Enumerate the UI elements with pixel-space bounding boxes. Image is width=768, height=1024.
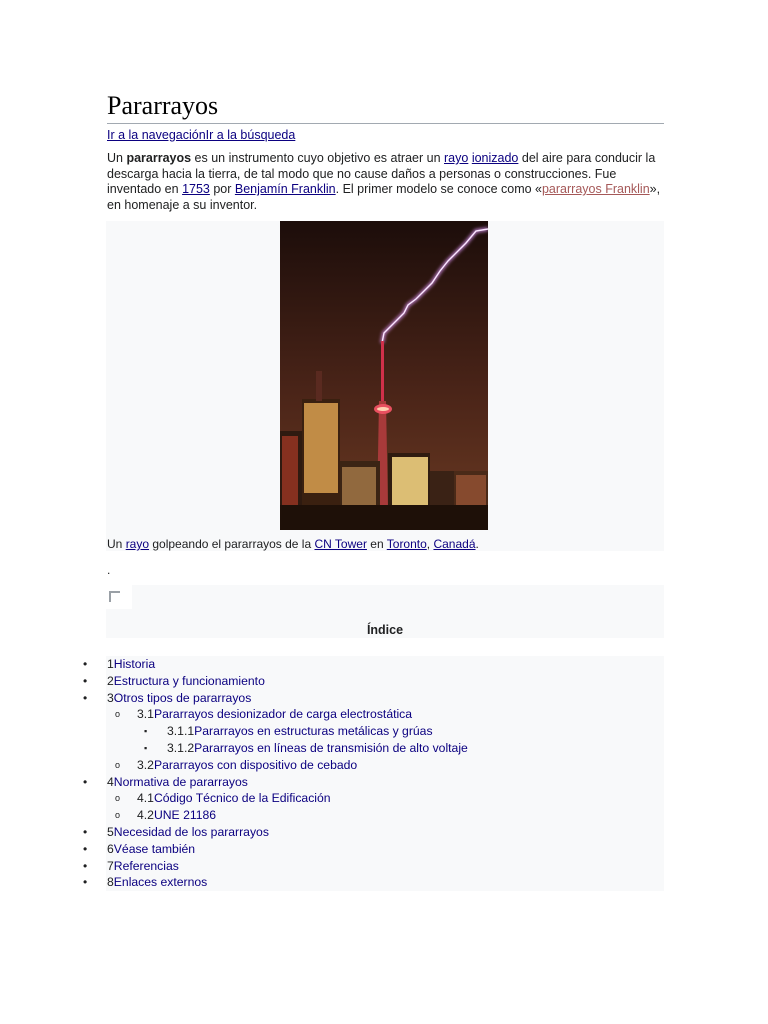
toc-link[interactable] <box>107 874 207 891</box>
bullet-icon: • <box>83 774 88 789</box>
toc-item[interactable] <box>0 673 768 690</box>
link-rayo[interactable]: rayo <box>444 151 469 165</box>
toc-link[interactable] <box>107 774 248 791</box>
toc-label: Referencias <box>113 858 179 873</box>
toc-item[interactable] <box>0 874 768 891</box>
toc-label: Pararrayos desionizador de carga electrostática <box>153 707 413 722</box>
intro-text: por <box>209 182 235 196</box>
caption-text: , <box>426 537 434 551</box>
toc-label: Estructura y funcionamiento <box>113 673 265 688</box>
toc-item[interactable] <box>0 807 768 824</box>
caption-text: en <box>366 537 387 551</box>
toc-row-background <box>106 656 664 673</box>
toc-item[interactable] <box>0 841 768 858</box>
toc-label: Otros tipos de pararrayos <box>113 690 252 705</box>
toc-number: 3.2 <box>137 757 154 772</box>
toc-number: 1 <box>107 657 114 671</box>
toc-link[interactable] <box>137 790 331 807</box>
toc-link[interactable] <box>107 656 155 673</box>
skip-navigation-link[interactable]: Ir a la navegaciónIr a la búsqueda <box>107 128 296 142</box>
toc-header <box>106 585 664 638</box>
intro-text: es un instrumento cuyo objetivo es atraer un <box>191 151 444 165</box>
image-caption <box>107 537 479 551</box>
link-canada[interactable]: Canadá <box>433 537 476 551</box>
bullet-icon: o <box>115 709 121 720</box>
toc-label: Necesidad de los pararrayos <box>113 824 269 839</box>
toc-number: 4.2 <box>137 808 154 823</box>
toc-number: 2 <box>107 673 114 688</box>
toc-item[interactable] <box>0 858 768 875</box>
lightning-cn-tower-image[interactable] <box>280 221 488 530</box>
toc-link[interactable] <box>107 824 269 841</box>
toc-label: Normativa de pararrayos <box>113 774 248 789</box>
toc-number: 5 <box>107 824 114 839</box>
toc-label: UNE 21186 <box>153 808 217 823</box>
bullet-icon: • <box>83 875 88 890</box>
toc-label: Véase también <box>113 841 196 856</box>
toc-link[interactable] <box>167 740 468 757</box>
bullet-icon: o <box>115 793 121 804</box>
intro-text: del aire para conducir la descarga hacia la tierra, de tal modo que no cause daños a personas o construcciones. Fue inventado en <box>107 151 656 196</box>
toc-item[interactable] <box>0 723 768 740</box>
bullet-icon: • <box>83 673 88 688</box>
toc-number: 6 <box>107 841 114 856</box>
bullet-icon: • <box>83 824 88 839</box>
toc-label: Pararrayos en estructuras metálicas y grúas <box>194 724 433 739</box>
bullet-icon: • <box>83 690 88 705</box>
toc-item[interactable] <box>0 790 768 807</box>
toc-item[interactable] <box>0 774 768 791</box>
link-rayo-caption[interactable]: rayo <box>125 537 150 551</box>
toc-list <box>0 656 768 891</box>
intro-term: pararrayos <box>126 151 192 165</box>
toc-link[interactable] <box>137 757 357 774</box>
toc-item[interactable] <box>0 706 768 723</box>
toc-number: 4.1 <box>137 791 154 806</box>
link-pararrayos-franklin[interactable]: pararrayos Franklin <box>541 182 650 196</box>
toc-toggle-checkbox[interactable] <box>106 585 132 609</box>
link-toronto[interactable]: Toronto <box>386 537 427 551</box>
bullet-icon: ▪ <box>144 742 148 753</box>
toc-link[interactable] <box>107 858 179 875</box>
toc-item[interactable] <box>0 757 768 774</box>
toc-label: Historia <box>113 657 156 671</box>
toc-number: 7 <box>107 858 114 873</box>
toc-number: 3.1.1 <box>167 724 195 739</box>
toc-number: 4 <box>107 774 114 789</box>
toc-label: Código Técnico de la Edificación <box>153 791 331 806</box>
caption-text: golpeando el pararrayos de la <box>149 537 315 551</box>
bullet-icon: o <box>115 759 121 770</box>
thumbnail-figure <box>106 221 664 551</box>
intro-paragraph <box>107 151 664 213</box>
toc-link[interactable] <box>137 706 412 723</box>
toc-label: Pararrayos en líneas de transmisión de alto voltaje <box>194 740 468 755</box>
caption-text: . <box>475 537 479 551</box>
toc-number: 3.1 <box>137 707 154 722</box>
caption-text: Un <box>107 537 126 551</box>
bullet-icon: o <box>115 810 121 821</box>
intro-text: Un <box>107 151 127 165</box>
toc-label: Enlaces externos <box>113 875 208 890</box>
checkbox-icon <box>109 591 120 602</box>
toc-link[interactable] <box>107 841 195 858</box>
toc-number: 3 <box>107 690 114 705</box>
stray-dot: . <box>107 563 111 577</box>
bullet-icon: • <box>83 841 88 856</box>
link-cn-tower[interactable]: CN Tower <box>314 537 367 551</box>
bullet-icon: • <box>83 657 88 671</box>
page-title: Pararrayos <box>107 90 664 124</box>
intro-text: », en homenaje a su inventor. <box>107 182 661 212</box>
toc-link[interactable] <box>107 673 265 690</box>
toc-link[interactable] <box>137 807 216 824</box>
toc-link[interactable] <box>167 723 433 740</box>
toc-title: Índice <box>366 623 404 637</box>
bullet-icon: • <box>83 858 88 873</box>
toc-row-background <box>106 858 664 875</box>
toc-link[interactable] <box>107 690 251 707</box>
link-year[interactable]: 1753 <box>182 182 210 196</box>
toc-item[interactable] <box>0 656 768 673</box>
toc-item[interactable] <box>0 824 768 841</box>
link-ionizado[interactable]: ionizado <box>471 151 519 165</box>
link-franklin[interactable]: Benjamín Franklin <box>234 182 336 196</box>
intro-text: . El primer modelo se conoce como « <box>335 182 542 196</box>
toc-number: 3.1.2 <box>167 740 195 755</box>
toc-number: 8 <box>107 875 114 890</box>
toc-item[interactable] <box>0 690 768 707</box>
toc-item[interactable] <box>0 740 768 757</box>
bullet-icon: ▪ <box>144 726 148 737</box>
toc-label: Pararrayos con dispositivo de cebado <box>153 757 358 772</box>
